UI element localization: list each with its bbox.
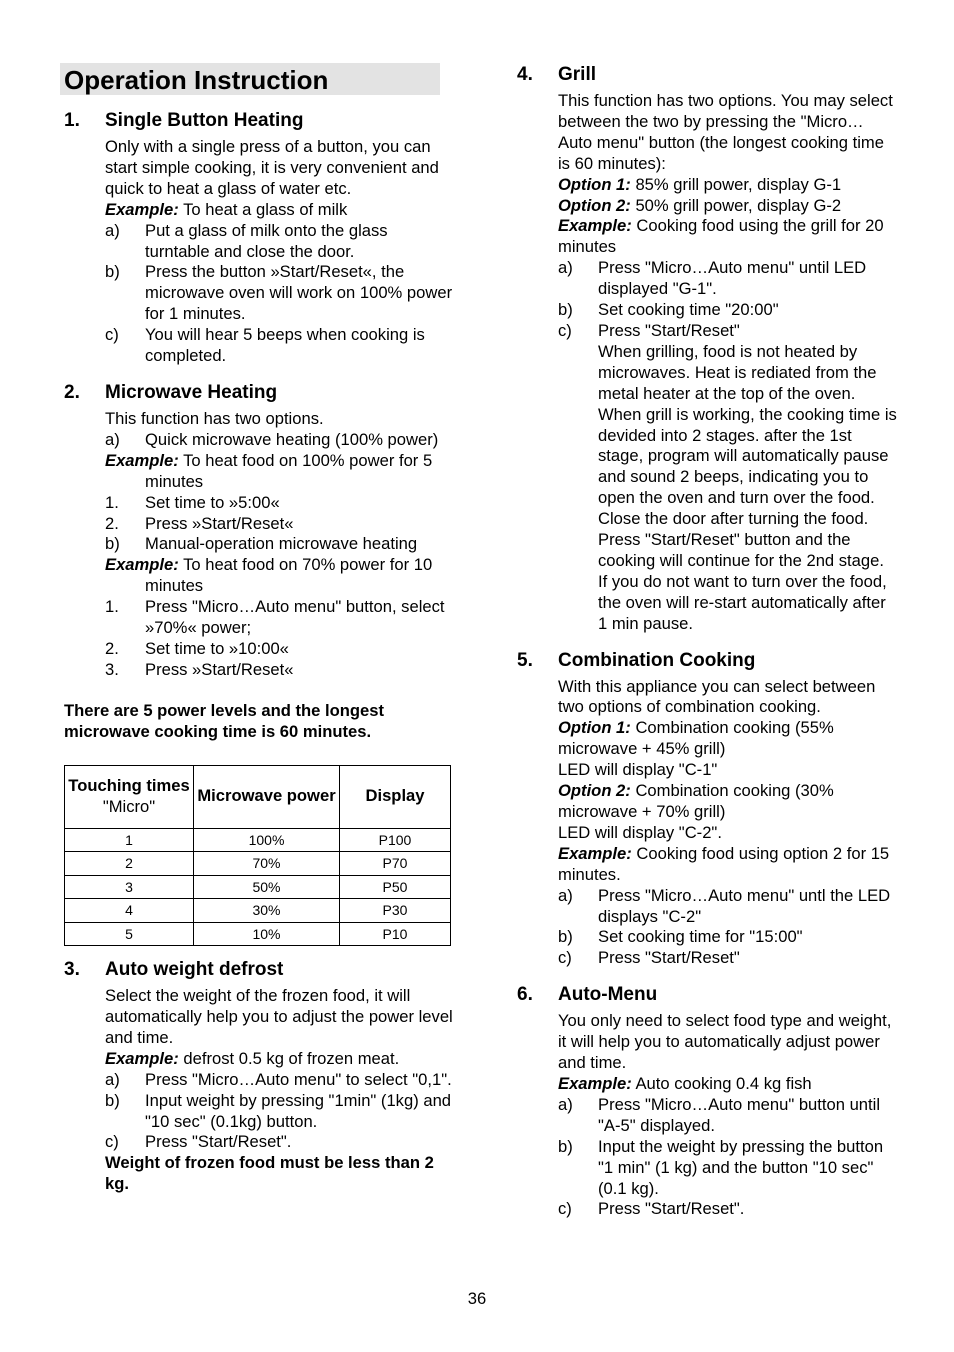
- list-marker: b): [105, 534, 120, 554]
- section-grill: [517, 63, 897, 635]
- example-label: Example:: [558, 1073, 632, 1093]
- section-intro: This function has two options.: [105, 408, 324, 428]
- list-marker: c): [558, 1199, 572, 1219]
- example-label: Example:: [105, 450, 179, 470]
- cell-touching: 2: [65, 852, 194, 876]
- spacer: [64, 681, 454, 701]
- section-heading: [517, 649, 897, 673]
- list-item: [64, 1070, 454, 1091]
- section-title: Auto weight defrost: [105, 959, 284, 981]
- left-column: [64, 63, 454, 1195]
- table-row: [65, 828, 451, 852]
- section-title: Microwave Heating: [105, 381, 278, 403]
- list-text: Press the button »Start/Reset«, the microwave oven will work on 100% power for 1 minutes.: [145, 262, 453, 324]
- cell-touching: 4: [65, 899, 194, 923]
- section-auto-weight-defrost: [64, 958, 454, 1195]
- option-text: Combination cooking (55% microwave + 45% grill): [558, 718, 834, 759]
- list-marker: b): [105, 1090, 120, 1110]
- list-item: [517, 1199, 897, 1220]
- table-header-row: [65, 765, 451, 828]
- list-text: Press »Start/Reset«: [145, 659, 294, 679]
- list-text: Put a glass of milk onto the glass turntable and close the door.: [145, 220, 388, 261]
- list-text: Press "Micro…Auto menu" button, select »70%« power;: [145, 597, 445, 638]
- example-line: [64, 555, 454, 597]
- section-heading: [64, 381, 454, 405]
- cell-display: P50: [340, 875, 451, 899]
- list-item: [64, 597, 454, 639]
- example-text: To heat a glass of milk: [178, 199, 348, 219]
- list-text: Set time to »5:00«: [145, 492, 280, 512]
- cell-power: 70%: [194, 852, 340, 876]
- section-intro: Only with a single press of a button, you can start simple cooking, it is very convenient and quick to heat a glass of water etc.: [105, 137, 439, 198]
- list-item: [517, 1095, 897, 1137]
- section-number: 2.: [64, 381, 80, 403]
- option-label: Option 2:: [558, 195, 631, 215]
- list-marker: c): [105, 325, 119, 345]
- list-marker: b): [105, 262, 120, 282]
- list-text: Set cooking time for "15:00": [598, 927, 803, 947]
- led-line: LED will display "C-1": [558, 760, 718, 780]
- cell-power: 100%: [194, 828, 340, 852]
- section-single-button-heating: [64, 109, 454, 367]
- section-number: 6.: [517, 984, 533, 1006]
- example-label: Example:: [105, 199, 179, 219]
- table-row: [65, 922, 451, 946]
- section-heading: [64, 958, 454, 982]
- list-marker: b): [558, 1136, 573, 1156]
- list-text: Set time to »10:00«: [145, 638, 289, 658]
- list-text: Input the weight by pressing the button "1 min" (1 kg) and the button "10 sec" (0.1 kg).: [598, 1136, 884, 1198]
- section-microwave-heating: [64, 381, 454, 743]
- cell-touching: 1: [65, 828, 194, 852]
- list-text: You will hear 5 beeps when cooking is completed.: [145, 325, 425, 366]
- option-line: [558, 781, 897, 823]
- list-item: [64, 639, 454, 660]
- list-marker: c): [558, 948, 572, 968]
- option-text: 85% grill power, display G-1: [630, 174, 842, 194]
- cell-touching: 5: [65, 922, 194, 946]
- option-line: [558, 175, 897, 196]
- example-line: [105, 200, 454, 221]
- list-marker: a): [558, 885, 573, 905]
- section-heading: [517, 63, 897, 87]
- list-item: [64, 221, 454, 263]
- list-text: Press "Micro…Auto menu" until LED displayed "G-1".: [598, 258, 867, 299]
- list-marker: c): [105, 1132, 119, 1152]
- list-marker: 1.: [105, 597, 119, 617]
- list-marker: a): [105, 1069, 120, 1089]
- list-item: [517, 300, 897, 321]
- example-label: Example:: [105, 1048, 179, 1068]
- header-touching-times: [65, 765, 194, 828]
- list-text: Press "Start/Reset": [598, 948, 740, 968]
- example-line: [558, 844, 897, 886]
- example-text: To heat food on 100% power for 5 minutes: [145, 450, 433, 491]
- section-intro: With this appliance you can select between two options of combination cooking.: [558, 676, 876, 717]
- section-number: 5.: [517, 649, 533, 671]
- list-text: Press "Start/Reset": [598, 320, 740, 340]
- page-title: Operation Instruction: [60, 63, 440, 95]
- list-text: Set cooking time "20:00": [598, 300, 779, 320]
- table-row: [65, 899, 451, 923]
- list-item: [517, 948, 897, 969]
- section-combination-cooking: [517, 649, 897, 970]
- section-intro: Select the weight of the frozen food, it will automatically help you to adjust the power level and time.: [105, 986, 453, 1047]
- list-marker: 3.: [105, 659, 119, 679]
- spacer: [64, 743, 454, 765]
- list-text: Press "Start/Reset".: [598, 1199, 745, 1219]
- section-heading: [64, 109, 454, 133]
- list-marker: b): [558, 927, 573, 947]
- example-text: Cooking food using option 2 for 15 minutes.: [558, 843, 890, 884]
- option-text: 50% grill power, display G-2: [630, 195, 842, 215]
- section-intro: You only need to select food type and weight, it will help you to automatically adjust power and time.: [558, 1011, 892, 1073]
- example-label: Example:: [558, 216, 632, 236]
- list-item: [64, 325, 454, 367]
- list-item: [517, 258, 897, 300]
- example-line: [558, 1074, 897, 1095]
- cell-display: P30: [340, 899, 451, 923]
- defrost-weight-note: Weight of frozen food must be less than 2 kg.: [105, 1153, 434, 1194]
- section-title: Auto-Menu: [558, 984, 658, 1006]
- cell-touching: 3: [65, 875, 194, 899]
- section-number: 4.: [517, 64, 533, 85]
- list-text: Press "Micro…Auto menu" to select "0,1".: [145, 1069, 452, 1089]
- section-title: Combination Cooking: [558, 649, 756, 671]
- cell-power: 30%: [194, 899, 340, 923]
- cell-power: 10%: [194, 922, 340, 946]
- example-line: [64, 451, 454, 493]
- grill-note-paragraph: When grilling, food is not heated by microwaves. Heat is rediated from the metal heater at the top of the oven.: [598, 341, 877, 403]
- example-text: To heat food on 70% power for 10 minutes: [145, 555, 433, 596]
- cell-display: P100: [340, 828, 451, 852]
- spacer: [517, 969, 897, 983]
- list-marker: b): [558, 300, 573, 320]
- option-label: Option 1:: [558, 174, 631, 194]
- list-item: [64, 430, 454, 451]
- example-label: Example:: [105, 555, 179, 575]
- list-item: [517, 886, 897, 928]
- power-levels-note: There are 5 power levels and the longest microwave cooking time is 60 minutes.: [64, 700, 384, 741]
- section-intro: This function has two options. You may select between the two by pressing the "Micro…Auto menu" button (the longest cooking time is 60 minutes):: [558, 91, 893, 173]
- list-item: [64, 660, 454, 681]
- list-text: Quick microwave heating (100% power): [145, 429, 439, 449]
- option-label: Option 2:: [558, 781, 631, 801]
- list-text: Press "Start/Reset".: [145, 1132, 292, 1152]
- example-text: Auto cooking 0.4 kg fish: [631, 1073, 812, 1093]
- example-text: defrost 0.5 kg of frozen meat.: [178, 1048, 400, 1068]
- list-text: Input weight by pressing "1min" (1kg) and "10 sec" (0.1kg) button.: [145, 1090, 452, 1131]
- list-item: [517, 321, 897, 342]
- section-number: 1.: [64, 110, 80, 131]
- example-line: [558, 216, 897, 258]
- table-row: [65, 875, 451, 899]
- list-marker: 1.: [105, 492, 119, 512]
- list-text: Press »Start/Reset«: [145, 513, 294, 533]
- list-text: Press "Micro…Auto menu" button until "A-5" displayed.: [598, 1094, 881, 1135]
- section-title: Single Button Heating: [105, 110, 304, 131]
- option-label: Option 1:: [558, 718, 631, 738]
- list-item: [64, 493, 454, 514]
- page-number: 36: [467, 1289, 487, 1308]
- list-text: Press "Micro…Auto menu" untl the LED displays "C-2": [598, 885, 891, 926]
- section-heading: [517, 983, 897, 1007]
- example-label: Example:: [558, 843, 632, 863]
- cell-power: 50%: [194, 875, 340, 899]
- grill-stages-paragraph: When grill is working, the cooking time is devided into 2 stages. after the 1st stage, program will automatically pause and sound 2 beeps, indicating you to open the oven and turn over the food. Close the door after turning the food. Press "Start/Reset" button and the cooking will continue for the 2nd stage. If you do not want to turn over the food, the oven will re-start automatically after 1 min pause.: [598, 404, 897, 633]
- list-marker: 2.: [105, 513, 119, 533]
- spacer: [64, 946, 454, 958]
- cell-display: P10: [340, 922, 451, 946]
- header-touching-sub: "Micro": [102, 796, 156, 816]
- right-column: [517, 63, 897, 1220]
- spacer: [517, 635, 897, 649]
- list-marker: a): [558, 1094, 573, 1114]
- list-item: [64, 262, 454, 325]
- spacer: [64, 367, 454, 381]
- option-line: [558, 196, 897, 217]
- list-marker: c): [558, 320, 572, 340]
- section-title: Grill: [558, 64, 597, 85]
- list-text: Manual-operation microwave heating: [145, 534, 418, 554]
- list-marker: a): [105, 429, 120, 449]
- section-auto-menu: [517, 983, 897, 1220]
- list-item: [64, 514, 454, 535]
- header-touching-main: Touching times: [68, 775, 190, 795]
- led-line: LED will display "C-2".: [558, 822, 722, 842]
- example-line: [105, 1049, 454, 1070]
- table-row: [65, 852, 451, 876]
- section-number: 3.: [64, 959, 80, 981]
- option-text: Combination cooking (30% microwave + 70% grill): [558, 781, 834, 821]
- list-marker: a): [558, 258, 573, 278]
- power-level-table: [64, 765, 451, 947]
- list-item: [517, 927, 897, 948]
- option-line: [558, 718, 897, 760]
- header-microwave-power: Microwave power: [194, 765, 340, 828]
- list-item: [64, 534, 454, 555]
- cell-display: P70: [340, 852, 451, 876]
- example-text: Cooking food using the grill for 20 minutes: [558, 216, 884, 257]
- list-item: [517, 1137, 897, 1200]
- list-marker: 2.: [105, 638, 119, 658]
- list-item: [64, 1091, 454, 1133]
- list-item: [64, 1132, 454, 1153]
- header-display: Display: [340, 765, 451, 828]
- list-marker: a): [105, 220, 120, 240]
